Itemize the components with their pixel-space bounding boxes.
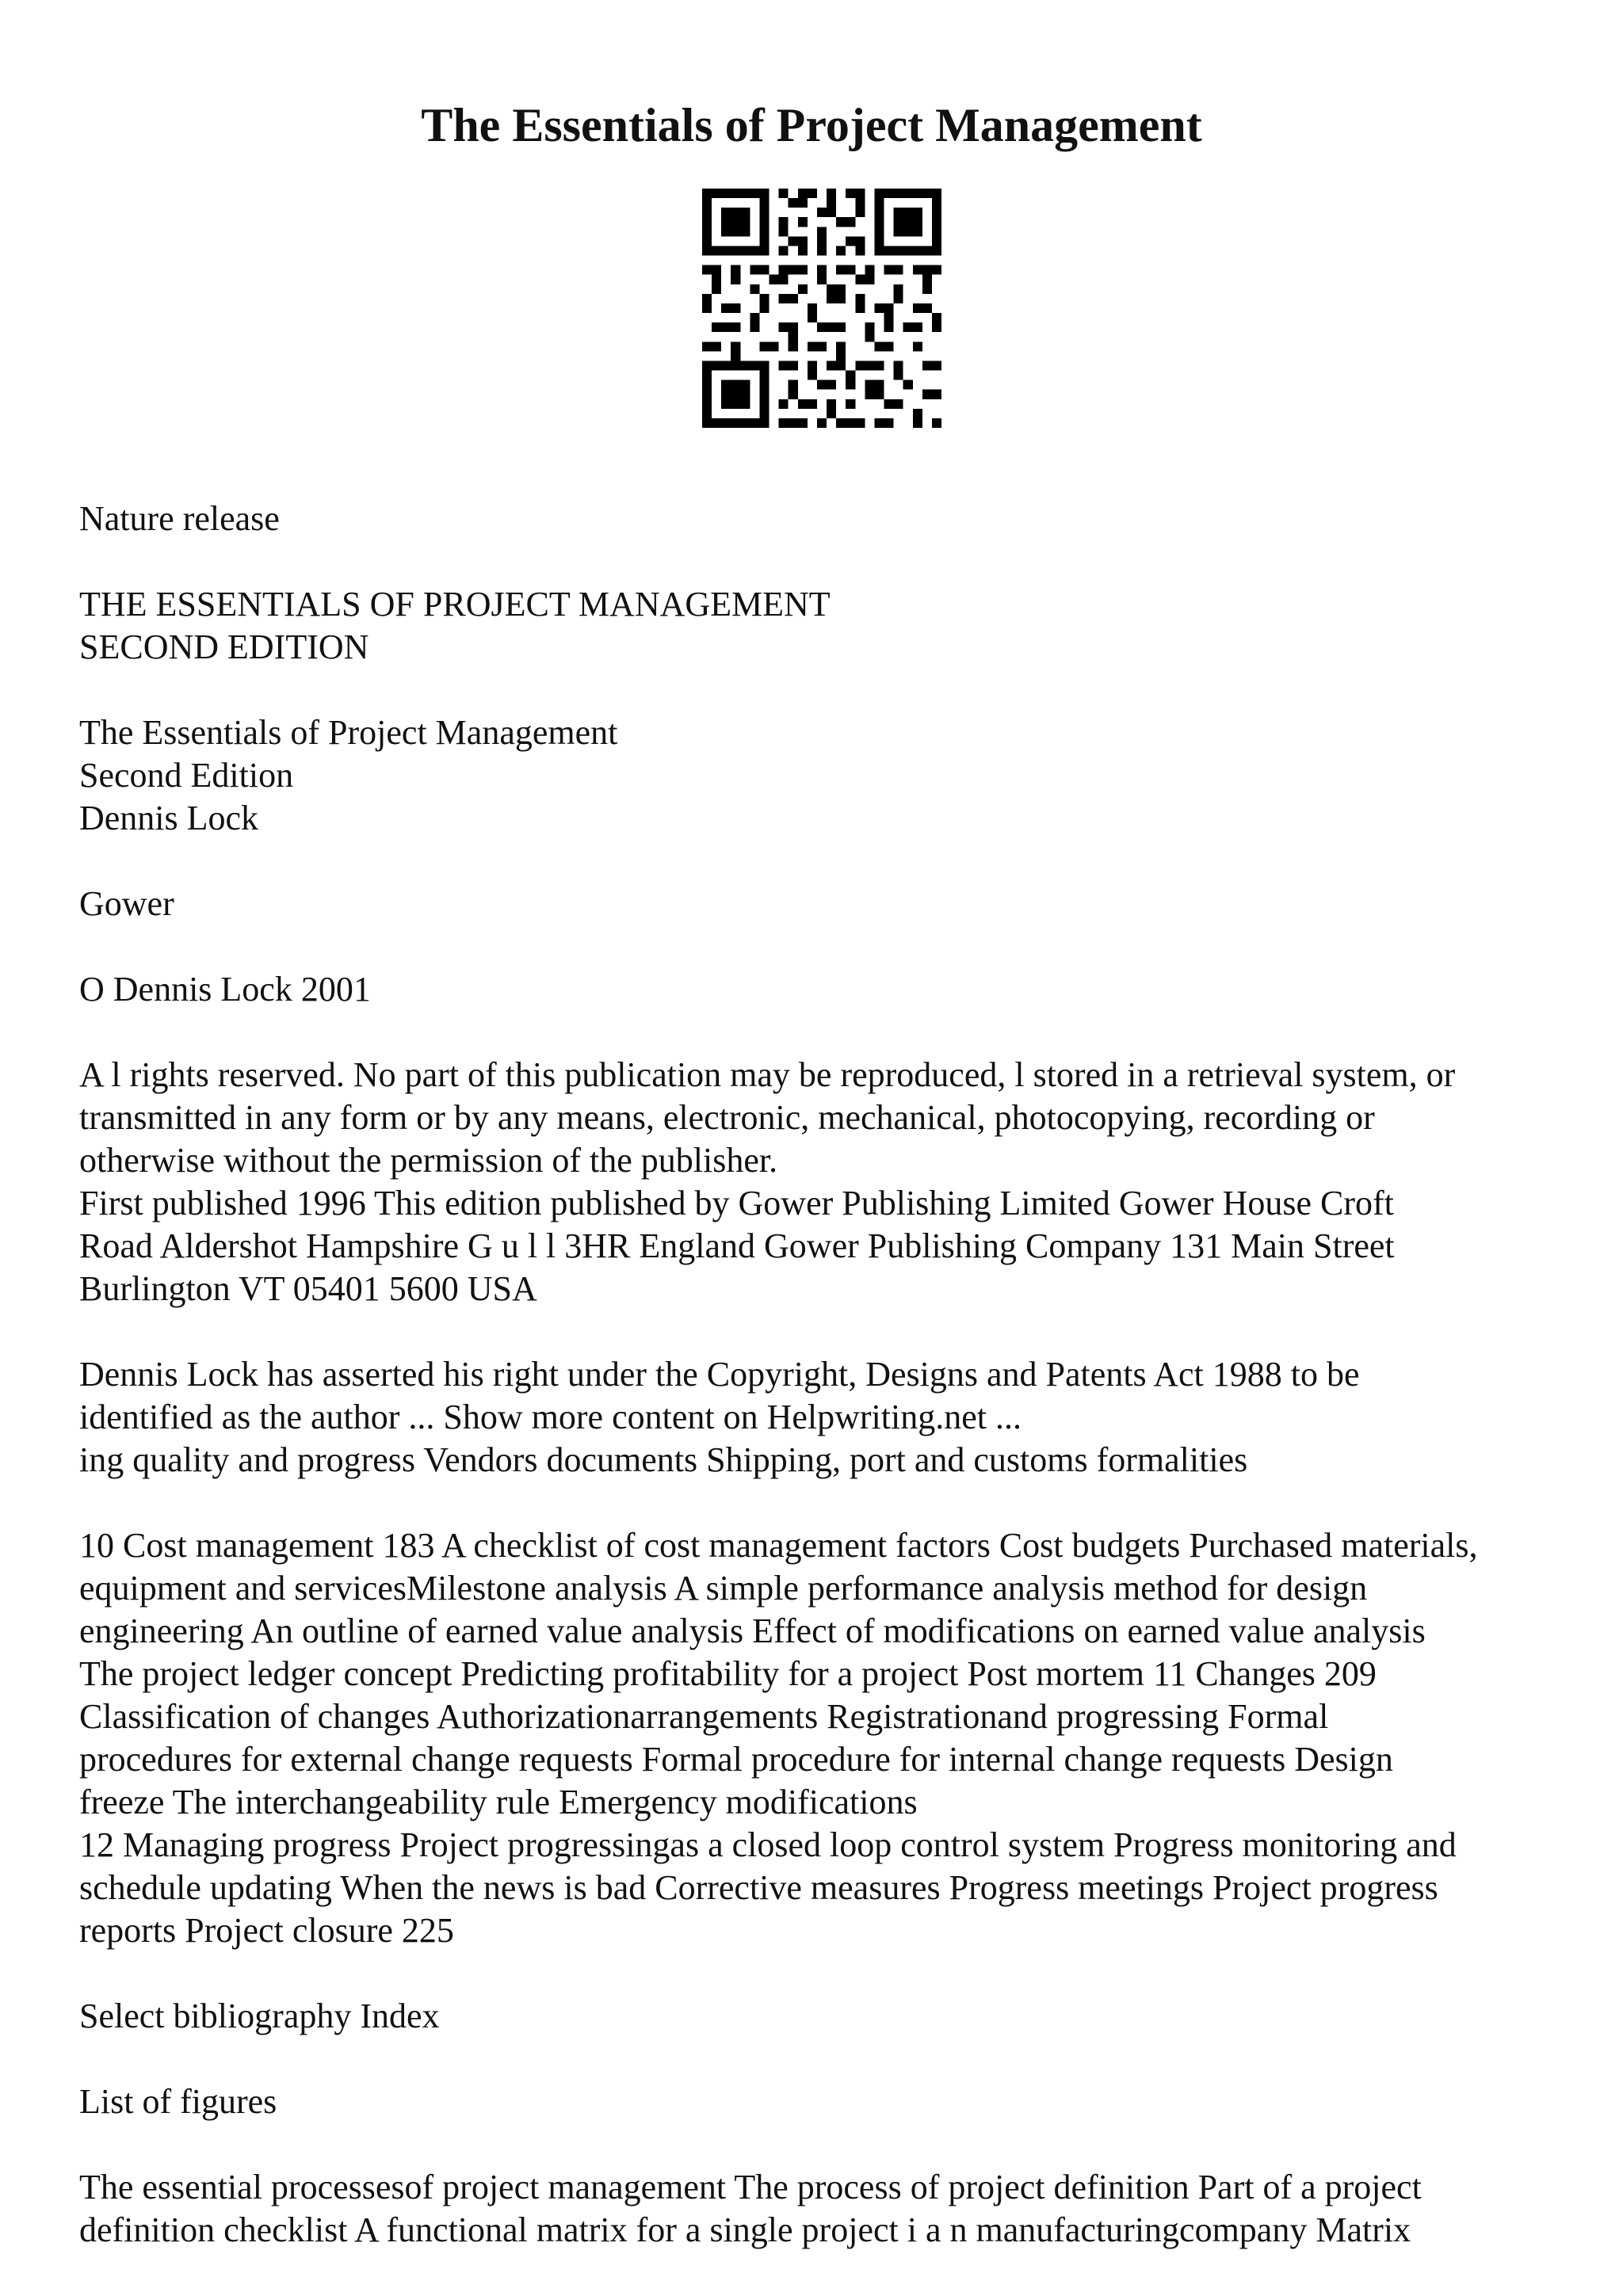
text-line: 12 Managing progress Project progressingas a closed loop control system Progress monitoring and [79, 1825, 1457, 1864]
text-line: ing quality and progress Vendors documents Shipping, port and customs formalities [79, 1440, 1248, 1479]
text-line: Select bibliography Index [79, 1997, 440, 2035]
text-line: transmitted in any form or by any means, electronic, mechanical, photocopying, recording or [79, 1098, 1375, 1137]
text-line: The project ledger concept Predicting profitability for a project Post mortem 11 Changes 209 [79, 1654, 1377, 1693]
paragraph [79, 1995, 1585, 2038]
text-line: Nature release [79, 499, 280, 538]
text-line: Road Aldershot Hampshire G u l l 3HR England Gower Publishing Company 131 Main Street [79, 1226, 1395, 1265]
document-title: The Essentials of Project Management [421, 99, 1202, 151]
text-line: otherwise without the permission of the publisher. [79, 1141, 778, 1180]
paragraph [79, 1353, 1585, 1482]
text-line: schedule updating When the news is bad Corrective measures Progress meetings Project progress [79, 1868, 1438, 1907]
text-line: equipment and servicesMilestone analysis A simple performance analysis method for design [79, 1569, 1368, 1608]
text-line: SECOND EDITION [79, 627, 369, 666]
paragraph [79, 883, 1585, 925]
text-line: Classification of changes Authorizationarrangements Registrationand progressing Formal [79, 1697, 1329, 1736]
text-line: The essential processesof project management The process of project definition Part of a project [79, 2168, 1422, 2206]
paragraph [79, 498, 1585, 540]
text-line: List of figures [79, 2082, 277, 2121]
text-line: Second Edition [79, 756, 294, 795]
text-line: O Dennis Lock 2001 [79, 970, 371, 1009]
text-line: Gower [79, 884, 174, 923]
paragraph [79, 2081, 1585, 2123]
paragraph [79, 583, 1585, 669]
text-line: reports Project closure 225 [79, 1911, 454, 1950]
qr-code-icon [702, 189, 941, 428]
text-line: First published 1996 This edition published by Gower Publishing Limited Gower House Croft [79, 1184, 1394, 1222]
text-line: engineering An outline of earned value analysis Effect of modifications on earned value analysis [79, 1611, 1426, 1650]
text-line: A l rights reserved. No part of this publication may be reproduced, l stored in a retrieval system, or [79, 1055, 1456, 1094]
text-line: Dennis Lock has asserted his right under the Copyright, Designs and Patents Act 1988 to be [79, 1355, 1360, 1394]
paragraph [79, 2166, 1585, 2252]
paragraph [79, 1524, 1585, 1952]
document-body [79, 498, 1585, 2252]
text-line: procedures for external change requests Formal procedure for internal change requests Design [79, 1740, 1393, 1779]
text-line: The Essentials of Project Management [79, 713, 618, 752]
text-line: 10 Cost management 183 A checklist of cost management factors Cost budgets Purchased materials, [79, 1526, 1478, 1565]
paragraph [79, 968, 1585, 1011]
text-line: freeze The interchangeability rule Emergency modifications [79, 1783, 918, 1821]
text-line: Dennis Lock [79, 799, 259, 837]
text-line: THE ESSENTIALS OF PROJECT MANAGEMENT [79, 585, 831, 624]
paragraph [79, 1054, 1585, 1310]
text-line: definition checklist A functional matrix for a single project i a n manufacturingcompany Matrix [79, 2210, 1411, 2249]
text-line: identified as the author ... Show more content on Helpwriting.net ... [79, 1398, 1022, 1436]
paragraph [79, 711, 1585, 840]
text-line: Burlington VT 05401 5600 USA [79, 1269, 537, 1308]
